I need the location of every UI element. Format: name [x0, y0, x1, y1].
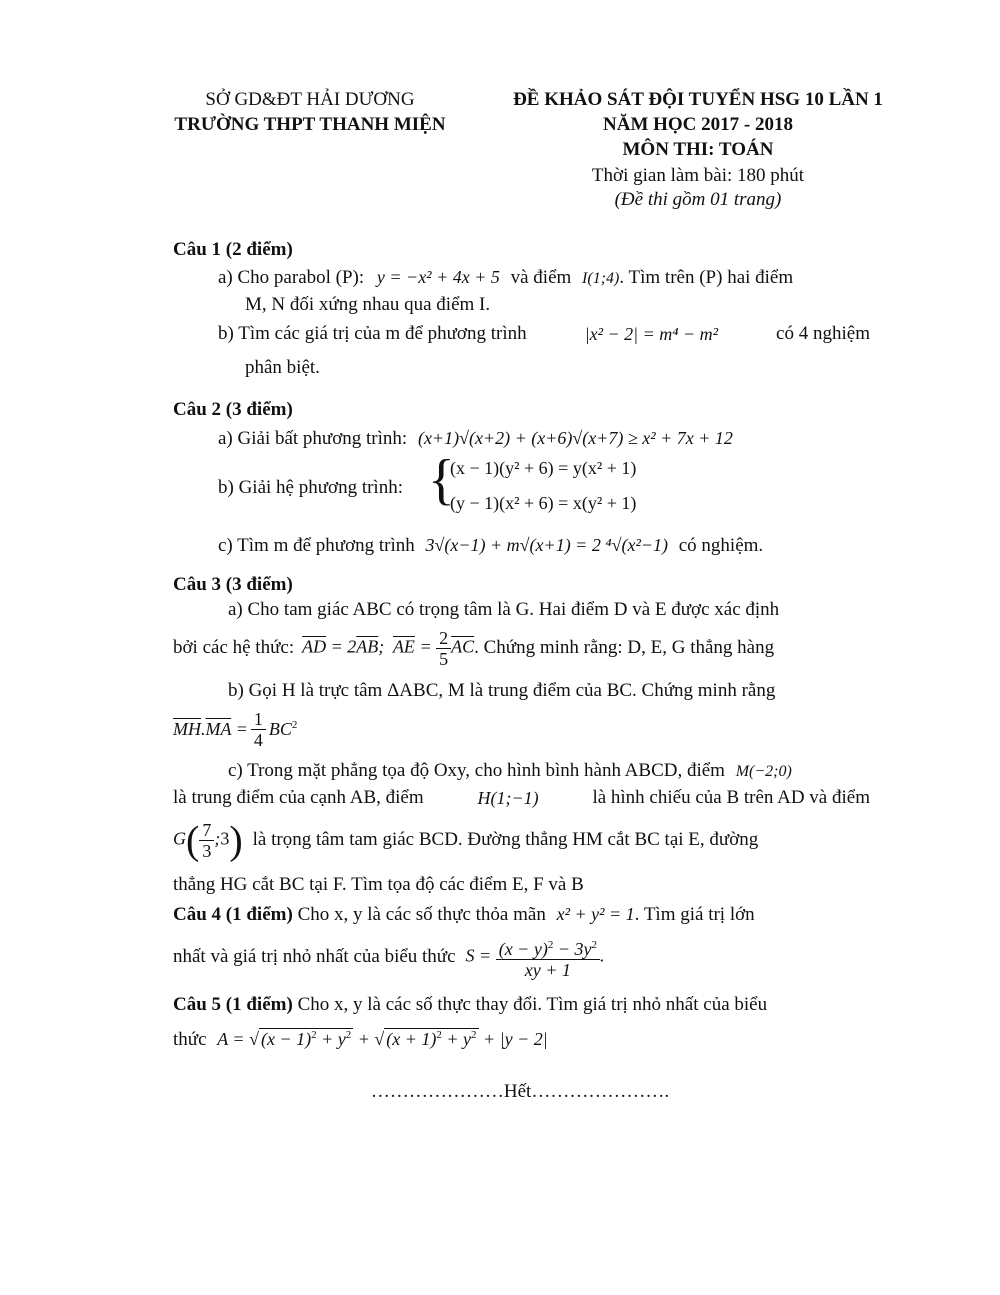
q4-title: Câu 4 (1 điểm) [173, 904, 293, 925]
q5-line2 [173, 1023, 548, 1052]
q2c-line [218, 533, 763, 558]
q3a-line2-pre: bởi các hệ thức: [173, 637, 295, 658]
q4-line1 [173, 902, 870, 927]
q2c-equation: 3√(x−1) + m√(x+1) = 2 ⁴√(x²−1) [425, 535, 668, 555]
school-year: NĂM HỌC 2017 - 2018 [603, 114, 793, 135]
q5-line1-text: Cho x, y là các số thực thay đổi. Tìm giá trị nhỏ nhất của biểu [297, 994, 768, 1015]
q1a-line2: M, N đối xứng nhau qua điểm I. [245, 294, 491, 315]
q1-title: Câu 1 (2 điểm) [173, 239, 293, 260]
q2a-line [218, 426, 733, 451]
q1a-mid: và điểm [510, 267, 572, 288]
q3c-line3 [173, 812, 870, 868]
q5-line1 [173, 993, 870, 1017]
q3c-point-g: G( $\frac{7}{3}$ ;3) [173, 817, 243, 862]
q2a-pre: a) Giải bất phương trình: [218, 428, 408, 449]
q3a-line1: a) Cho tam giác ABC có trọng tâm là G. Hai điểm D và E được xác định [228, 599, 780, 620]
q3c-line2 [173, 786, 870, 810]
q3b-formula: $\overline{MH}.\overline{MA}$ = $\frac{1}{4}$ $BC^2$ [173, 708, 298, 750]
q1a-line1 [218, 265, 793, 291]
q2b-equation-2: (y − 1)(x² + 6) = x(y² + 1) [450, 493, 637, 513]
q3c-point-h: H(1;−1) [477, 788, 539, 808]
q4-expression: S = $\frac{(x - y)^2 - 3y^2}{xy + 1}$ . [466, 935, 605, 980]
q4-line2-pre: nhất và giá trị nhỏ nhất của biểu thức [173, 946, 456, 967]
q2c-post: có nghiệm. [678, 535, 764, 556]
q3a-vector-relations: $\overline{AD} = 2\overline{AB}$; $\overline{AE}$ = $\frac{2}{5}$ $\overline{AC}$ [302, 627, 475, 669]
q3c-line4: thẳng HG cắt BC tại F. Tìm tọa độ các điểm E, F và B [173, 874, 584, 895]
q5-title: Câu 5 (1 điểm) [173, 994, 293, 1015]
header-school: TRƯỜNG THPT THANH MIỆN [174, 114, 446, 135]
q2-title: Câu 2 (3 điểm) [173, 399, 293, 420]
q1a-pre: a) Cho parabol (P): [218, 267, 365, 288]
header-department: SỞ GD&ĐT HẢI DƯƠNG [205, 89, 415, 110]
q4-constraint: x² + y² = 1 [556, 904, 635, 924]
q3c-line2-post: là hình chiếu của B trên AD và điểm [592, 787, 870, 808]
q1b-line2: phân biệt. [245, 357, 320, 378]
q3a-line2-post: . Chứng minh rằng: D, E, G thẳng hàng [474, 637, 775, 658]
q3c-line2-pre: là trung điểm của cạnh AB, điểm [173, 787, 424, 808]
page-count-note: (Đề thi gồm 01 trang) [614, 189, 782, 210]
exam-title: ĐỀ KHẢO SÁT ĐỘI TUYỂN HSG 10 LẦN 1 [513, 89, 883, 110]
subject: MÔN THI: TOÁN [622, 139, 774, 160]
q4-line1-b: . Tìm giá trị lớn [634, 904, 755, 925]
q2b-equation-1: (x − 1)(y² + 6) = y(x² + 1) [450, 458, 637, 478]
q4-line1-a: Cho x, y là các số thực thỏa mãn [297, 904, 546, 925]
q3b-line1: b) Gọi H là trực tâm ΔABC, M là trung điểm của BC. Chứng minh rằng [228, 680, 776, 701]
duration: Thời gian làm bài: 180 phút [591, 165, 805, 186]
q1b-line1 [218, 322, 870, 346]
q3c-point-m: M(−2;0) [735, 763, 792, 780]
q5-expression: A = √ $(x - 1)^2 + y^2$ + √ $(x + 1)^2 + y^2 + |y - 2|$ [217, 1029, 548, 1049]
q1a-equation: y = −x² + 4x + 5 [376, 267, 500, 287]
q3a-line2 [173, 623, 774, 673]
q1a-point: I(1;4) [582, 270, 620, 287]
q3c-line1 [228, 759, 792, 784]
q1a-post: . Tìm trên (P) hai điểm [619, 267, 794, 288]
q1b-pre: b) Tìm các giá trị của m để phương trình [218, 323, 527, 344]
q2c-pre: c) Tìm m để phương trình [218, 535, 415, 556]
q4-line2 [173, 930, 604, 984]
q2b-pre: b) Giải hệ phương trình: [218, 477, 403, 498]
q3c-line1-pre: c) Trong mặt phẳng tọa độ Oxy, cho hình bình hành ABCD, điểm [228, 760, 725, 781]
q1b-equation: |x² − 2| = m⁴ − m² [584, 324, 719, 344]
q2a-inequality: (x+1)√(x+2) + (x+6)√(x+7) ≥ x² + 7x + 12 [417, 428, 733, 448]
end-marker: …………………Hết…………………. [370, 1081, 670, 1102]
system-brace-icon: { [428, 449, 455, 511]
q3-title: Câu 3 (3 điểm) [173, 574, 293, 595]
q3c-line3-post: là trọng tâm tam giác BCD. Đường thẳng HM cắt BC tại E, đường [252, 829, 759, 850]
q1b-post: có 4 nghiệm [776, 323, 870, 344]
q5-line2-pre: thức [173, 1029, 207, 1050]
